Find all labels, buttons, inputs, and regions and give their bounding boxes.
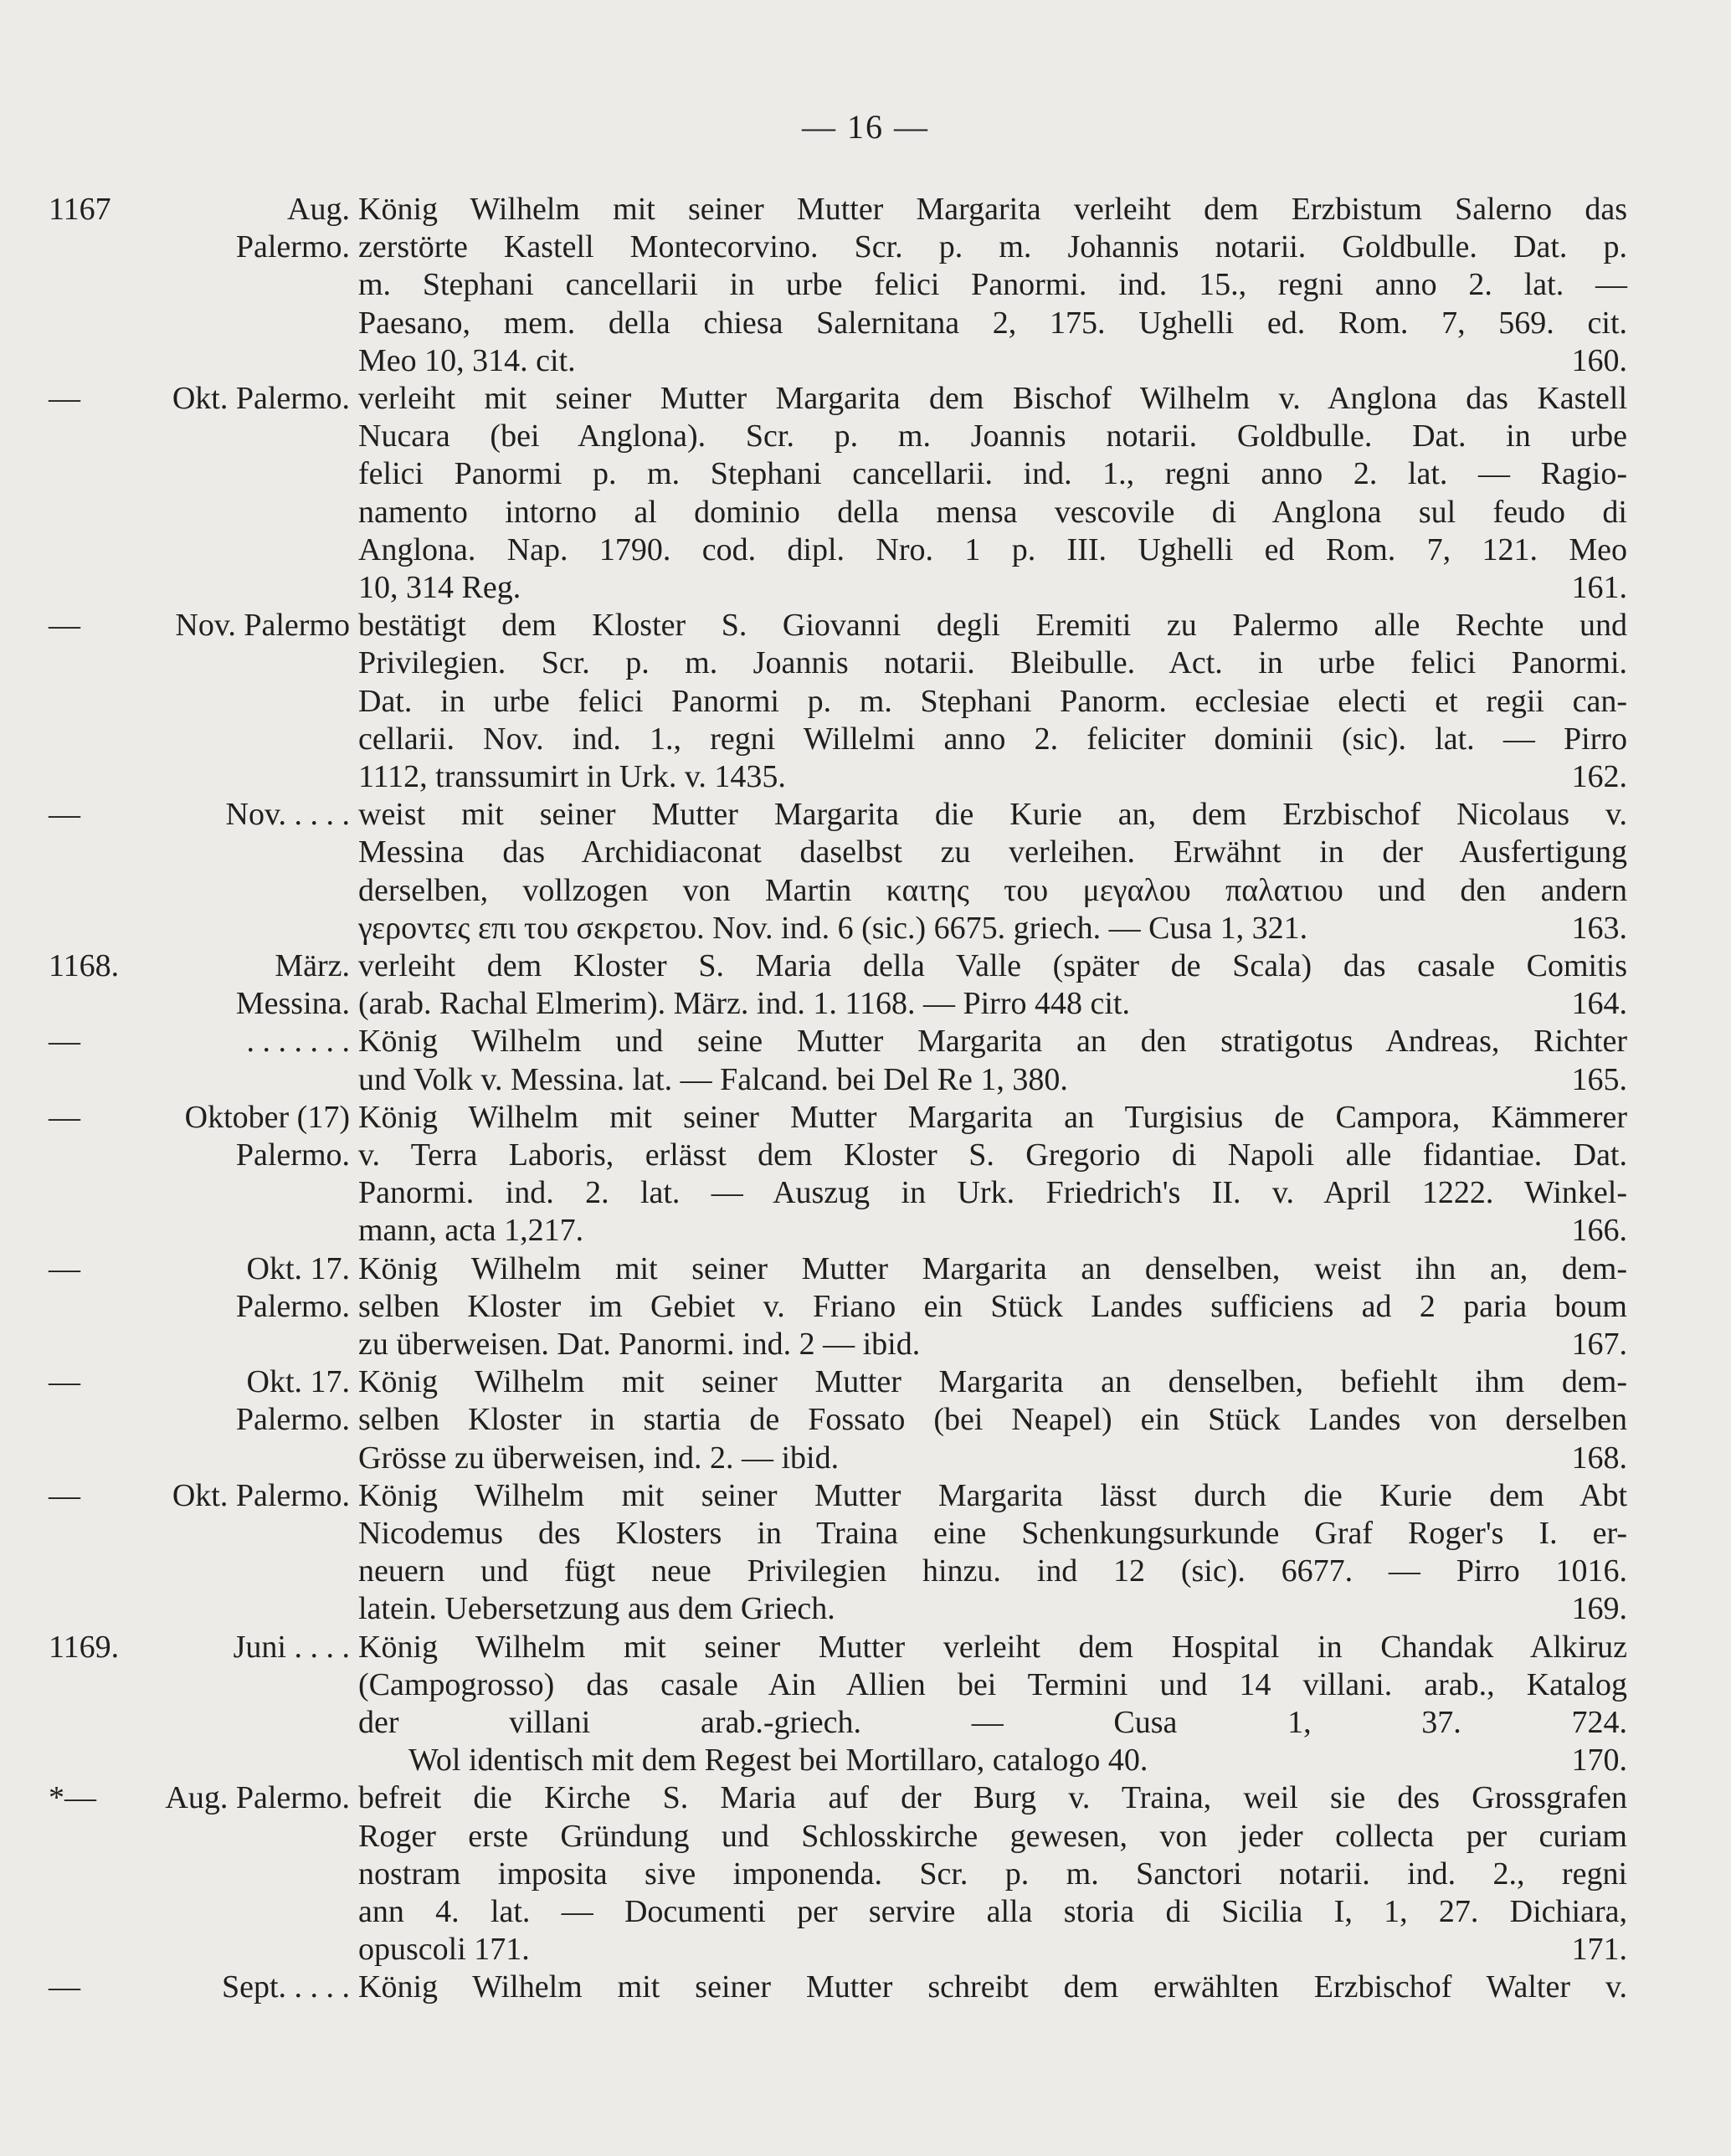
entry-year: 1169. xyxy=(49,1629,120,1665)
regest-entry xyxy=(0,1250,1731,1364)
entry-line xyxy=(0,834,1731,871)
regest-entry xyxy=(0,1779,1731,1969)
entry-date-place: . . . . . . . xyxy=(246,1024,350,1060)
entry-year: — xyxy=(49,1477,80,1513)
entry-line xyxy=(0,683,1731,721)
entry-text: König Wilhelm mit seiner Mutter Margarita an denselben, befiehlt ihm dem- xyxy=(358,1364,1627,1400)
entry-line xyxy=(0,1440,1731,1477)
entry-text: Roger erste Gründung und Schlosskirche gewesen, von jeder collecta per curiam xyxy=(358,1818,1627,1854)
entry-date-place: Sept. . . . . xyxy=(221,1969,350,2005)
entry-line xyxy=(0,380,1731,418)
entry-year: — xyxy=(49,1250,80,1286)
entry-line xyxy=(0,531,1731,569)
entry-line xyxy=(0,1893,1731,1931)
entry-line xyxy=(0,418,1731,455)
entry-line xyxy=(0,1288,1731,1326)
regest-number: 166. xyxy=(1571,1213,1627,1249)
entry-line xyxy=(0,1779,1731,1817)
entry-line xyxy=(0,758,1731,796)
entry-year: — xyxy=(49,1099,80,1135)
entry-text: König Wilhelm mit seiner Mutter Margarita an denselben, weist ihn an, dem- xyxy=(358,1250,1627,1286)
entry-date-place: Palermo. xyxy=(235,1402,350,1438)
entry-line xyxy=(0,342,1731,380)
entry-text: (arab. Rachal Elmerim). März. ind. 1. 1168. — Pirro 448 cit. xyxy=(358,986,1130,1022)
regest-number: 161. xyxy=(1571,569,1627,605)
entry-text: γεροντες επι του σεκρετου. Nov. ind. 6 (sic.) 6675. griech. — Cusa 1, 321. xyxy=(358,910,1308,946)
entry-line xyxy=(0,1931,1731,1969)
entry-date-place: Oktober (17) xyxy=(184,1099,350,1135)
entry-text: Privilegien. Scr. p. m. Joannis notarii. Bleibulle. Act. in urbe felici Panormi. xyxy=(358,645,1627,681)
regest-number: 170. xyxy=(1571,1743,1627,1779)
entry-text: 1112, transsumirt in Urk. v. 1435. xyxy=(358,758,786,794)
entry-date-place: Palermo. xyxy=(235,1137,350,1173)
entry-text: zu überweisen. Dat. Panormi. ind. 2 — ibid. xyxy=(358,1326,921,1362)
entry-line xyxy=(0,1856,1731,1893)
regest-entry xyxy=(0,796,1731,947)
entry-text: Dat. in urbe felici Panormi p. m. Stephani Panorm. ecclesiae electi et regii can- xyxy=(358,683,1627,719)
entry-text: Panormi. ind. 2. lat. — Auszug in Urk. Friedrich's II. v. April 1222. Winkel- xyxy=(358,1175,1627,1211)
entry-text: König Wilhelm mit seiner Mutter verleiht dem Hospital in Chandak Alkiruz xyxy=(358,1629,1627,1665)
entry-text: 10, 314 Reg. xyxy=(358,569,521,605)
entry-year: 1168. xyxy=(49,948,120,983)
entry-text: mann, acta 1,217. xyxy=(358,1213,584,1249)
entry-text: m. Stephani cancellarii in urbe felici Panormi. ind. 15., regni anno 2. lat. — xyxy=(358,267,1627,303)
entry-text: neuern und fügt neue Privilegien hinzu. ind 12 (sic). 6677. — Pirro 1016. xyxy=(358,1553,1627,1589)
entry-text: verleiht dem Kloster S. Maria della Valle (später de Scala) das casale Comitis xyxy=(358,948,1627,983)
entry-line xyxy=(0,1590,1731,1628)
entry-date-place: Palermo. xyxy=(235,229,350,265)
entry-line xyxy=(0,455,1731,493)
entry-date-place: Nov. Palermo xyxy=(175,608,350,644)
entry-year: — xyxy=(49,381,80,416)
entry-date-place: Okt. 17. xyxy=(246,1250,350,1286)
entry-line xyxy=(0,1099,1731,1137)
entry-line xyxy=(0,1477,1731,1515)
entry-year: 1167 xyxy=(49,192,111,227)
regest-entry xyxy=(0,1363,1731,1477)
regest-entry xyxy=(0,1023,1731,1098)
entry-line xyxy=(0,607,1731,644)
entry-line xyxy=(0,1363,1731,1401)
entry-line xyxy=(0,1629,1731,1666)
entry-line xyxy=(0,569,1731,607)
entry-text: derselben, vollzogen von Martin καιτης του μεγαλου παλατιου und den andern xyxy=(358,872,1627,908)
regest-number: 160. xyxy=(1571,342,1627,378)
entry-text: König Wilhelm und seine Mutter Margarita an den stratigotus Andreas, Richter xyxy=(358,1024,1627,1060)
regest-number: 168. xyxy=(1571,1440,1627,1476)
entry-text: cellarii. Nov. ind. 1., regni Willelmi anno 2. feliciter dominii (sic). lat. — Pirro xyxy=(358,721,1627,757)
entry-year: — xyxy=(49,797,80,833)
entry-text: felici Panormi p. m. Stephani cancellarii. ind. 1., regni anno 2. lat. — Ragio- xyxy=(358,456,1627,492)
entry-year: — xyxy=(49,1969,80,2005)
entry-text: König Wilhelm mit seiner Mutter Margarita an Turgisius de Campora, Kämmerer xyxy=(358,1099,1627,1135)
regest-number: 165. xyxy=(1571,1061,1627,1097)
entry-text: Wol identisch mit dem Regest bei Mortillaro, catalogo 40. xyxy=(408,1743,1148,1779)
entry-line xyxy=(0,985,1731,1023)
entry-line xyxy=(0,1515,1731,1553)
entry-line xyxy=(0,1250,1731,1288)
entry-date-place: Aug. xyxy=(287,192,350,227)
entry-date-place: Okt. Palermo. xyxy=(172,381,350,416)
regest-number: 164. xyxy=(1571,986,1627,1022)
entry-year: — xyxy=(49,1024,80,1060)
entry-line xyxy=(0,644,1731,682)
entry-year: — xyxy=(49,1364,80,1400)
regest-number: 167. xyxy=(1571,1326,1627,1362)
entry-line xyxy=(0,305,1731,342)
entry-line xyxy=(0,1704,1731,1742)
entry-line xyxy=(0,1401,1731,1439)
entry-text: König Wilhelm mit seiner Mutter Margarita verleiht dem Erzbistum Salerno das xyxy=(358,192,1627,227)
entry-text: Nicodemus des Klosters in Traina eine Schenkungsurkunde Graf Roger's I. er- xyxy=(358,1515,1627,1551)
entry-line xyxy=(0,910,1731,947)
entry-text: der villani arab.-griech. — Cusa 1, 37. 724. xyxy=(358,1704,1627,1740)
entry-line xyxy=(0,721,1731,758)
entry-text: König Wilhelm mit seiner Mutter schreibt dem erwählten Erzbischof Walter v. xyxy=(358,1969,1627,2005)
entry-date-place: Aug. Palermo. xyxy=(165,1780,350,1816)
entry-text: zerstörte Kastell Montecorvino. Scr. p. m. Johannis notarii. Goldbulle. Dat. p. xyxy=(358,229,1627,265)
entry-text: befreit die Kirche S. Maria auf der Burg v. Traina, weil sie des Grossgrafen xyxy=(358,1780,1627,1816)
entry-text: Nucara (bei Anglona). Scr. p. m. Joannis notarii. Goldbulle. Dat. in urbe xyxy=(358,418,1627,454)
regest-number: 171. xyxy=(1571,1932,1627,1968)
entry-line xyxy=(0,228,1731,266)
entry-text: bestätigt dem Kloster S. Giovanni degli Eremiti zu Palermo alle Rechte und xyxy=(358,608,1627,644)
entry-text: Messina das Archidiaconat daselbst zu verleihen. Erwähnt in der Ausfertigung xyxy=(358,834,1627,870)
entry-date-place: Okt. 17. xyxy=(246,1364,350,1400)
entry-text: selben Kloster in startia de Fossato (bei Neapel) ein Stück Landes von derselben xyxy=(358,1402,1627,1438)
entry-text: namento intorno al dominio della mensa vescovile di Anglona sul feudo di xyxy=(358,494,1627,530)
entry-line xyxy=(0,1969,1731,2006)
page-number: — 16 — xyxy=(802,108,929,146)
regest-number: 169. xyxy=(1571,1591,1627,1627)
entry-line xyxy=(0,872,1731,910)
entry-line xyxy=(0,266,1731,304)
entry-line xyxy=(0,947,1731,985)
entry-line xyxy=(0,1818,1731,1856)
entry-text: Paesano, mem. della chiesa Salernitana 2, 175. Ughelli ed. Rom. 7, 569. cit. xyxy=(358,305,1627,341)
regest-number: 162. xyxy=(1571,758,1627,794)
entry-date-place: Okt. Palermo. xyxy=(172,1477,350,1513)
entry-text: nostram imposita sive imponenda. Scr. p. m. Sanctori notarii. ind. 2., regni xyxy=(358,1856,1627,1892)
entry-line xyxy=(0,1137,1731,1174)
regest-entry xyxy=(0,947,1731,1023)
entry-line xyxy=(0,796,1731,834)
entry-text: verleiht mit seiner Mutter Margarita dem Bischof Wilhelm v. Anglona das Kastell xyxy=(358,381,1627,416)
entry-date-place: Palermo. xyxy=(235,1288,350,1324)
regest-entry xyxy=(0,1629,1731,1780)
entry-text: latein. Uebersetzung aus dem Griech. xyxy=(358,1591,835,1627)
entry-line xyxy=(0,1023,1731,1060)
entry-year: *— xyxy=(49,1780,96,1816)
entry-date-place: März. xyxy=(275,948,350,983)
entry-line xyxy=(0,191,1731,228)
regest-number: 163. xyxy=(1571,910,1627,946)
entry-text: König Wilhelm mit seiner Mutter Margarita lässt durch die Kurie dem Abt xyxy=(358,1477,1627,1513)
entry-line xyxy=(0,494,1731,531)
regest-entry xyxy=(0,1477,1731,1629)
entry-text: v. Terra Laboris, erlässt dem Kloster S. Gregorio di Napoli alle fidantiae. Dat. xyxy=(358,1137,1627,1173)
entry-text: (Campogrosso) das casale Ain Allien bei Termini und 14 villani. arab., Katalog xyxy=(358,1666,1627,1702)
entry-line xyxy=(0,1174,1731,1212)
entry-year: — xyxy=(49,608,80,644)
regest-entry xyxy=(0,191,1731,380)
regest-entry xyxy=(0,1969,1731,2006)
regest-entry xyxy=(0,380,1731,607)
entry-text: Meo 10, 314. cit. xyxy=(358,342,576,378)
regest-entry xyxy=(0,1099,1731,1250)
entry-line xyxy=(0,1742,1731,1779)
entry-text: weist mit seiner Mutter Margarita die Kurie an, dem Erzbischof Nicolaus v. xyxy=(358,797,1627,833)
entry-line xyxy=(0,1666,1731,1704)
entry-text: opuscoli 171. xyxy=(358,1932,530,1968)
entry-text: selben Kloster im Gebiet v. Friano ein Stück Landes sufficiens ad 2 paria boum xyxy=(358,1288,1627,1324)
entry-date-place: Juni . . . . xyxy=(233,1629,350,1665)
entry-date-place: Nov. . . . . xyxy=(225,797,350,833)
entry-line xyxy=(0,1061,1731,1099)
entry-line xyxy=(0,1553,1731,1590)
entry-text: und Volk v. Messina. lat. — Falcand. bei Del Re 1, 380. xyxy=(358,1061,1068,1097)
entry-date-place: Messina. xyxy=(235,986,350,1022)
entry-line xyxy=(0,1326,1731,1363)
entry-line xyxy=(0,1212,1731,1250)
entry-text: Grösse zu überweisen, ind. 2. — ibid. xyxy=(358,1440,840,1476)
entry-text: Anglona. Nap. 1790. cod. dipl. Nro. 1 p. III. Ughelli ed Rom. 7, 121. Meo xyxy=(358,531,1627,567)
regest-entry xyxy=(0,607,1731,796)
entry-text: ann 4. lat. — Documenti per servire alla storia di Sicilia I, 1, 27. Dichiara, xyxy=(358,1893,1627,1929)
